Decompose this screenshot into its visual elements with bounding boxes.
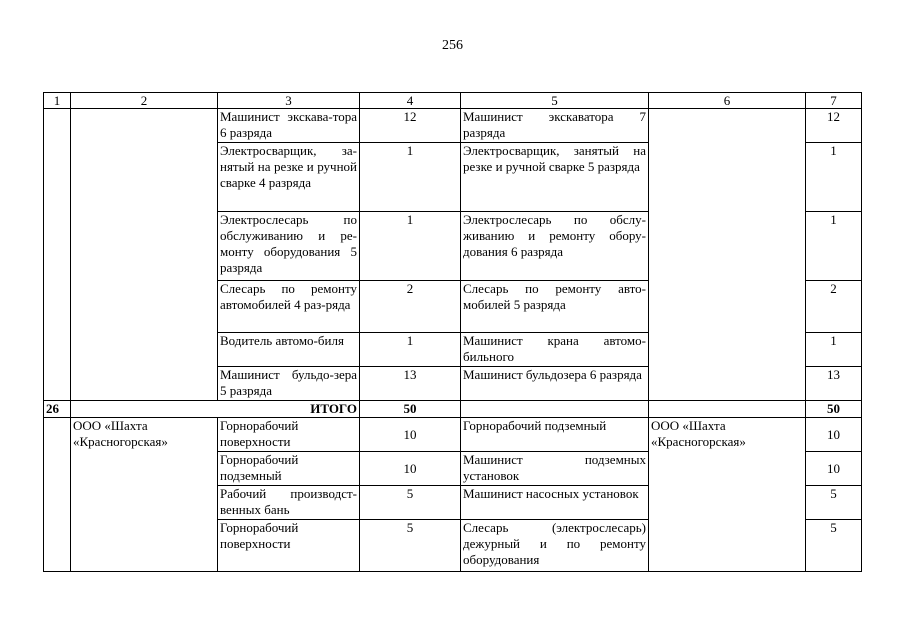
profession-cell: Машинист бульдо-зера 5 разряда [218,367,360,401]
count-cell: 1 [360,333,461,367]
column-number: 3 [218,93,360,109]
new-count-cell: 1 [806,212,862,281]
profession-cell: Электросварщик, за-нятый на резке и ручной сварке 4 разряда [218,143,360,212]
new-profession-cell: Машинист бульдозера 6 разряда [461,367,649,401]
new-count-cell: 5 [806,486,862,520]
page-number: 256 [442,38,463,53]
new-count-cell: 5 [806,520,862,572]
new-count-cell: 12 [806,109,862,143]
new-profession-cell: Слесарь (электрослесарь) дежурный и по ремонту оборудования [461,520,649,572]
new-profession-cell: Машинист насосных установок [461,486,649,520]
new-profession-cell: Машинист подземных установок [461,452,649,486]
column-number: 5 [461,93,649,109]
row-number-cell [44,109,71,401]
new-profession-cell: Горнорабочий подземный [461,418,649,452]
profession-cell: Водитель автомо-биля [218,333,360,367]
count-cell: 10 [360,452,461,486]
organization-cell [71,109,218,401]
total-label: ИТОГО [71,401,360,418]
new-profession-cell: Электрослесарь по обслу-живанию и ремонту обору-дования 6 разряда [461,212,649,281]
count-cell: 12 [360,109,461,143]
column-number: 4 [360,93,461,109]
profession-cell: Слесарь по ремонту автомобилей 4 раз-ряда [218,281,360,333]
new-profession-cell: Машинист экскаватора 7 разряда [461,109,649,143]
new-organization-cell: ООО «Шахта «Красногорская» [649,418,806,572]
column-number: 7 [806,93,862,109]
count-cell: 5 [360,486,461,520]
total-count: 50 [360,401,461,418]
count-cell: 10 [360,418,461,452]
new-count-cell: 10 [806,452,862,486]
profession-cell: Электрослесарь по обслуживанию и ре-монту оборудования 5 разряда [218,212,360,281]
count-cell: 2 [360,281,461,333]
row-number-cell: 26 [44,401,71,418]
new-count-cell: 10 [806,418,862,452]
profession-cell: Машинист экскава-тора 6 разряда [218,109,360,143]
table-row [44,418,862,452]
count-cell: 13 [360,367,461,401]
column-number: 1 [44,93,71,109]
column-number: 2 [71,93,218,109]
profession-cell: Горнорабочий подземный [218,452,360,486]
column-number: 6 [649,93,806,109]
new-count-cell: 13 [806,367,862,401]
count-cell: 1 [360,143,461,212]
row-number-cell [44,418,71,572]
new-profession-cell: Электросварщик, занятый на резке и ручной сварке 5 разряда [461,143,649,212]
new-count-cell: 1 [806,333,862,367]
organization-cell: ООО «Шахта «Красногорская» [71,418,218,572]
table-row [44,109,862,143]
professions-table [43,92,862,572]
total-row [44,401,862,418]
profession-cell: Горнорабочий поверхности [218,418,360,452]
total-new-count: 50 [806,401,862,418]
new-profession-cell: Слесарь по ремонту авто-мобилей 5 разряда [461,281,649,333]
empty-cell [649,401,806,418]
empty-cell [461,401,649,418]
profession-cell: Рабочий производст-венных бань [218,486,360,520]
new-count-cell: 2 [806,281,862,333]
column-number-row [44,93,862,109]
profession-cell: Горнорабочий поверхности [218,520,360,572]
new-count-cell: 1 [806,143,862,212]
count-cell: 5 [360,520,461,572]
new-organization-cell [649,109,806,401]
new-profession-cell: Машинист крана автомо-бильного [461,333,649,367]
count-cell: 1 [360,212,461,281]
